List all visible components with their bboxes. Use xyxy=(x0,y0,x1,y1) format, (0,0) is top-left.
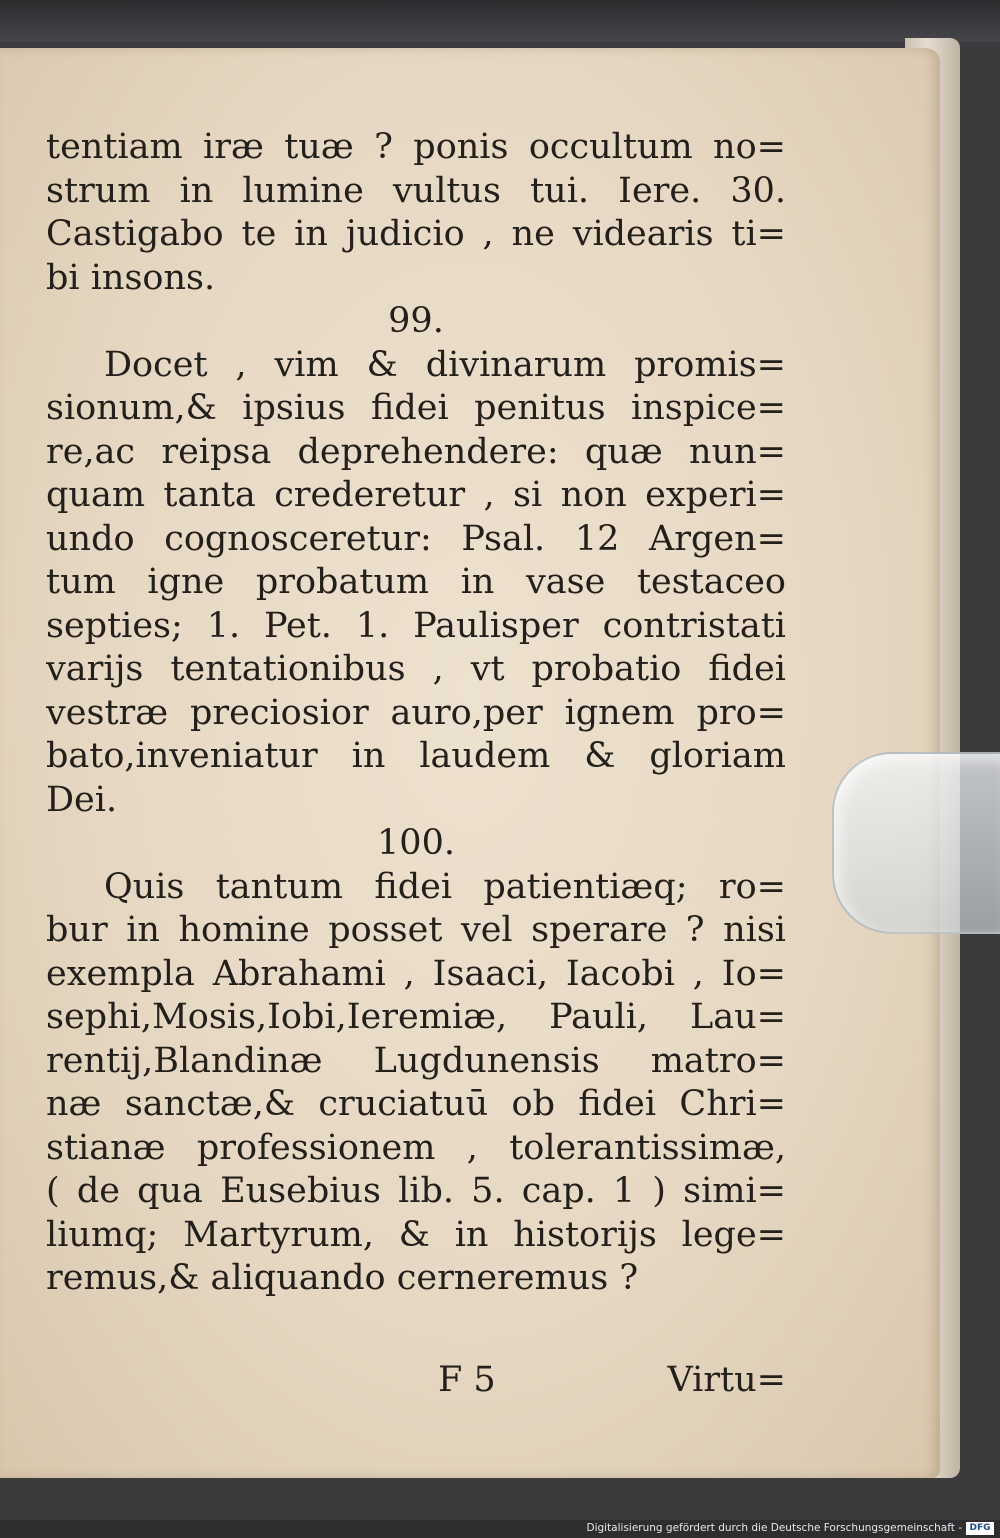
section-number-100: 100. xyxy=(377,823,455,863)
text-line: re,ac reipsa deprehendere: quæ nun= xyxy=(46,431,786,472)
text-line: bi insons. xyxy=(46,257,216,298)
text-line: remus,& aliquando cerneremus ? xyxy=(46,1258,639,1298)
text-line: næ sanctæ,& cruciatuū ob fidei Chri= xyxy=(46,1084,786,1124)
text-line: septies; 1. Pet. 1. Paulisper contristati xyxy=(46,605,786,646)
text-line: Docet , vim & divinarum promis= xyxy=(104,344,786,385)
text-line: strum in lumine vultus tui. Iere. 30. xyxy=(46,170,786,211)
text-line: tentiam iræ tuæ ? ponis occultum no= xyxy=(46,127,786,167)
text-line: Dei. xyxy=(46,779,118,820)
catchword: Virtu= xyxy=(667,1360,786,1400)
text-line: exempla Abrahami , Isaaci, Iacobi , Io= xyxy=(46,953,786,994)
text-line: bato,inveniatur in laudem & gloriam xyxy=(46,736,786,776)
text-line: vestræ preciosior auro,per ignem pro= xyxy=(46,692,786,733)
page-holder-clip xyxy=(832,752,1000,934)
text-line: tum igne probatum in vase testaceo xyxy=(46,562,786,602)
page-text xyxy=(46,126,786,1301)
text-line: quam tanta crederetur , si non experi= xyxy=(46,475,786,515)
page-footer xyxy=(438,1360,786,1406)
digitization-credit: Digitalisierung gefördert durch die Deutsche Forschungsgemeinschaft - xyxy=(586,1522,962,1534)
text-line: Castigabo te in judicio , ne videaris ti= xyxy=(46,214,786,254)
scan-background-top xyxy=(0,0,1000,42)
text-line: sephi,Mosis,Iobi,Ieremiæ, Pauli, Lau= xyxy=(46,997,786,1037)
text-line: liumq; Martyrum, & in historijs lege= xyxy=(46,1214,786,1255)
text-line: varijs tentationibus , vt probatio fidei xyxy=(46,649,786,689)
text-line: bur in homine posset vel sperare ? nisi xyxy=(46,910,786,950)
text-line: rentij,Blandinæ Lugdunensis matro= xyxy=(46,1040,786,1081)
signature-mark: F 5 xyxy=(438,1360,496,1400)
text-line: ( de qua Eusebius lib. 5. cap. 1 ) simi= xyxy=(46,1171,786,1211)
text-line: stianæ professionem , tolerantissimæ, xyxy=(46,1127,786,1168)
text-line: Quis tantum fidei patientiæq; ro= xyxy=(104,866,786,907)
section-number-99: 99. xyxy=(388,301,444,341)
dfg-logo: DFG xyxy=(966,1522,994,1535)
text-line: sionum,& ipsius fidei penitus inspice= xyxy=(46,388,786,428)
text-line: undo cognosceretur: Psal. 12 Argen= xyxy=(46,518,786,559)
